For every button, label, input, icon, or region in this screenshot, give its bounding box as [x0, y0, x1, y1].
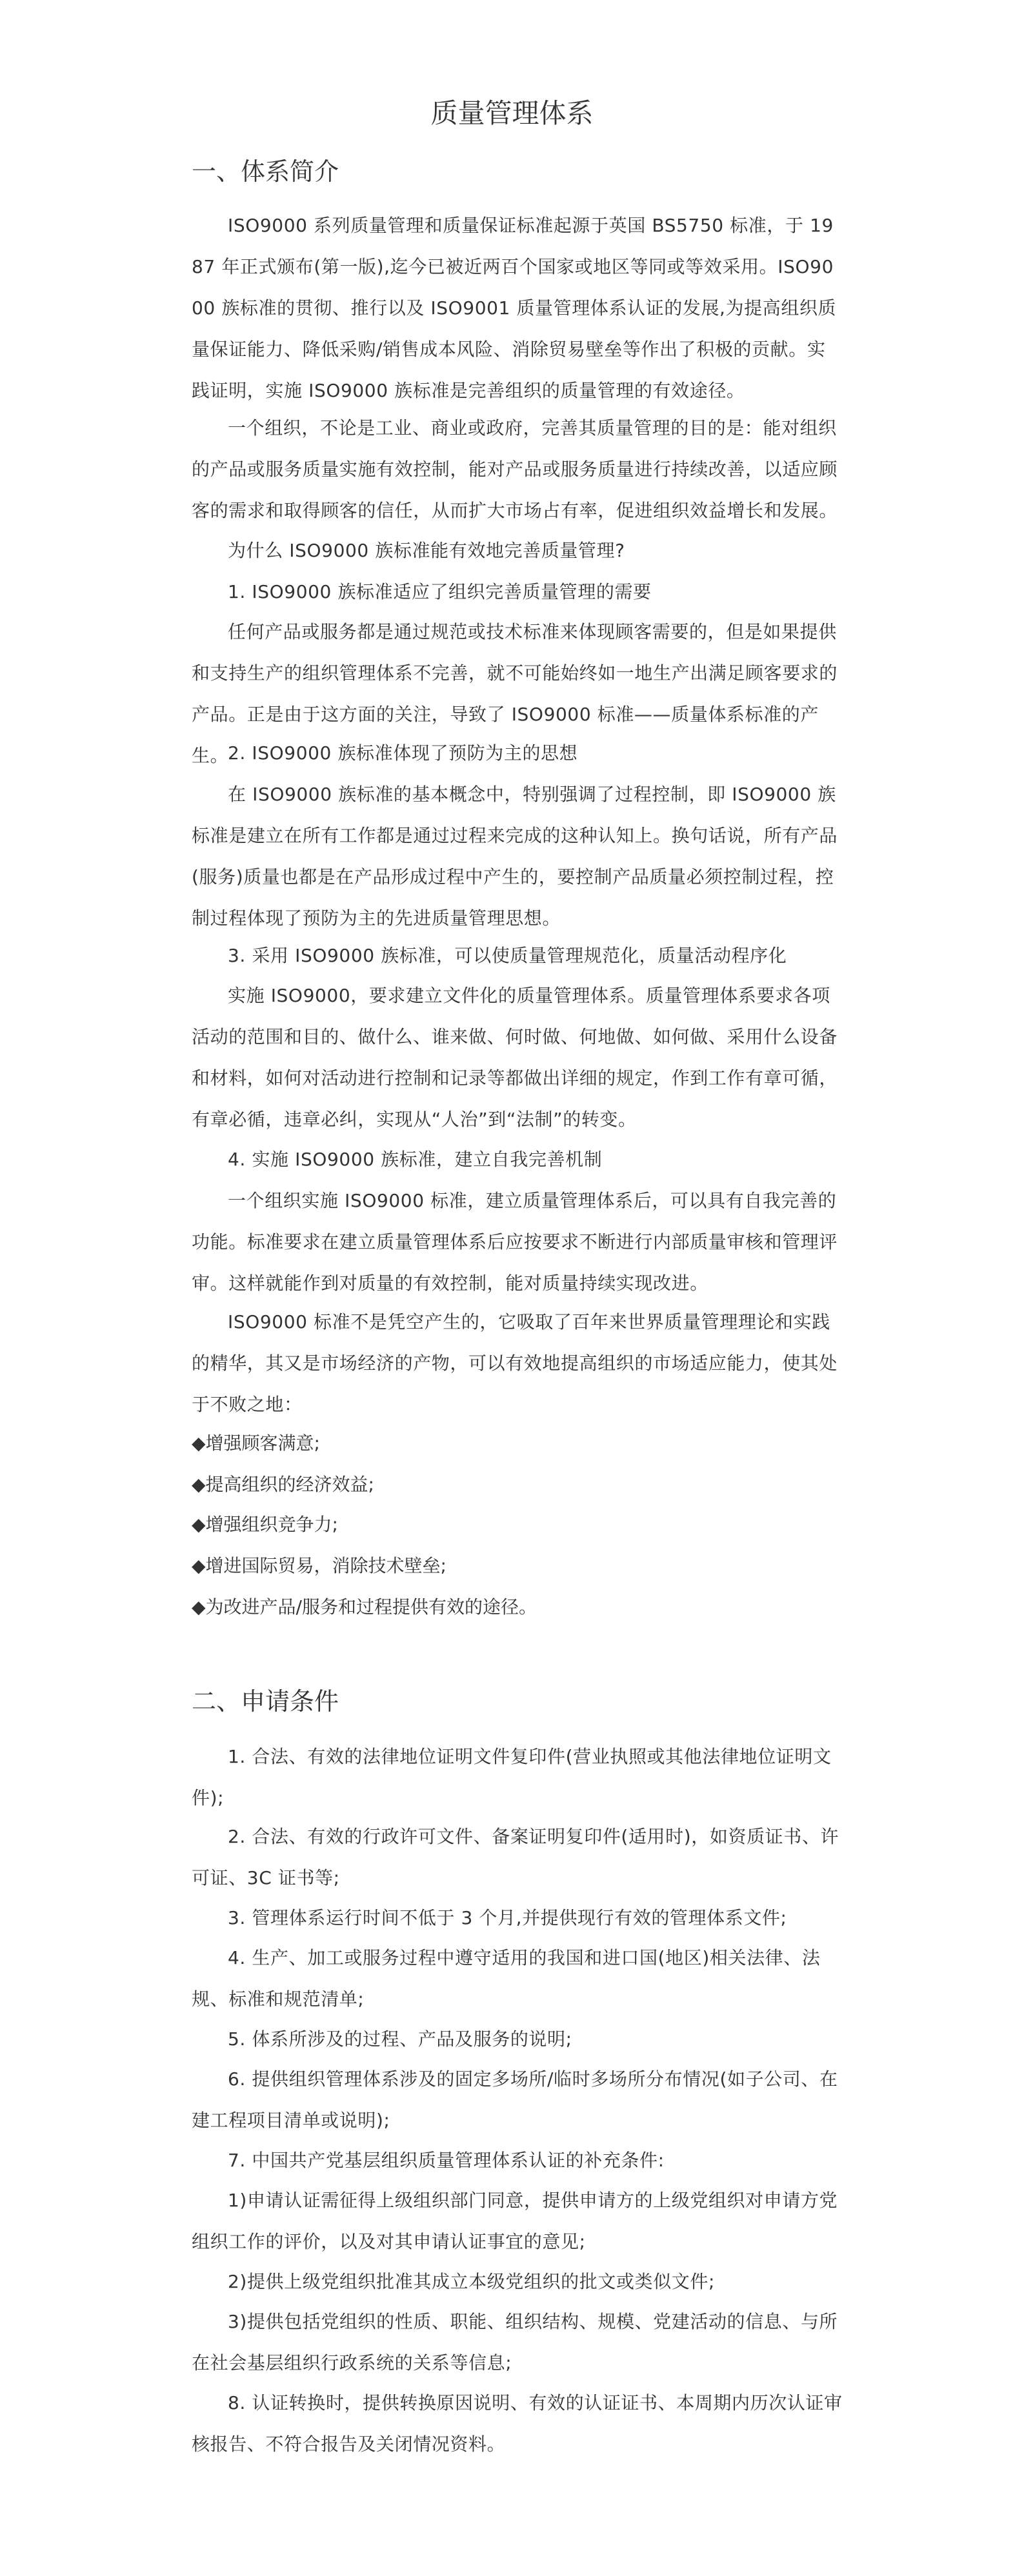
requirement-item: 5. 体系所涉及的过程、产品及服务的说明;: [228, 2028, 572, 2050]
requirement-item: 2. 合法、有效的行政许可文件、备案证明复印件(适用时)，如资质证书、许可证、3C 证书等;: [192, 1826, 839, 1888]
requirement-item: 6. 提供组织管理体系涉及的固定多场所/临时多场所分布情况(如子公司、在建工程项目清单或说明);: [192, 2068, 838, 2131]
bullet-text: ◆为改进产品/服务和过程提供有效的途径。: [192, 1596, 537, 1618]
benefit-bullet: [192, 1423, 843, 1464]
document-title: 质量管理体系: [430, 97, 594, 129]
bullet-text: ◆增强组织竞争力;: [192, 1514, 338, 1535]
requirement-subitem: 3)提供包括党组织的性质、职能、组织结构、规模、党建活动的信息、与所在社会基层组织行政系统的关系等信息;: [192, 2311, 838, 2373]
paragraph-why-question: 为什么 ISO9000 族标准能有效地完善质量管理?: [228, 540, 625, 561]
requirement-subitem: 1)申请认证需征得上级组织部门同意，提供申请方的上级党组织对申请方党组织工作的评价，以及对其申请认证事宜的意见;: [192, 2190, 838, 2252]
point-3-text: 实施 ISO9000，要求建立文件化的质量管理体系。质量管理体系要求各项活动的范围和目的、做什么、谁来做、何时做、何地做、如何做、采用什么设备和材料，如何对活动进行控制和记录等都做出详细的规定，作到工作有章可循，有章必循，违章必纠，实现从“人治”到“法制”的转变。: [192, 985, 838, 1130]
point-4-text: 一个组织实施 ISO9000 标准，建立质量管理体系后，可以具有自我完善的功能。标准要求在建立质量管理体系后应按要求不断进行内部质量审核和管理评审。这样就能作到对质量的有效控制，能对质量持续实现改进。: [192, 1190, 838, 1294]
section1-heading: 一、体系简介: [192, 157, 339, 186]
requirement-item: 4. 生产、加工或服务过程中遵守适用的我国和进口国(地区)相关法律、法规、标准和规范清单;: [192, 1947, 821, 2010]
point-2-heading: 2. ISO9000 族标准体现了预防为主的思想: [228, 742, 578, 764]
requirement-item: 8. 认证转换时，提供转换原因说明、有效的认证证书、本周期内历次认证审核报告、不符合报告及关闭情况资料。: [192, 2392, 843, 2455]
paragraph-organization-goal: 一个组织，不论是工业、商业或政府，完善其质量管理的目的是：能对组织的产品或服务质量实施有效控制，能对产品或服务质量进行持续改善，以适应顾客的需求和取得顾客的信任，从而扩大市场占有率，促进组织效益增长和发展。: [192, 417, 838, 521]
benefit-bullet: [192, 1587, 843, 1628]
bullet-text: ◆增强顾客满意;: [192, 1432, 320, 1454]
paragraph-iso-essence: ISO9000 标准不是凭空产生的，它吸取了百年来世界质量管理理论和实践的精华，其又是市场经济的产物，可以有效地提高组织的市场适应能力，使其处于不败之地：: [192, 1311, 838, 1415]
bullet-text: ◆增进国际贸易，消除技术壁垒;: [192, 1555, 447, 1576]
requirement-subitem: 2)提供上级党组织批准其成立本级党组织的批文或类似文件;: [228, 2271, 715, 2292]
benefit-bullet: [192, 1464, 843, 1505]
point-2-text: 在 ISO9000 族标准的基本概念中，特别强调了过程控制，即 ISO9000 族标准是建立在所有工作都是通过过程来完成的这种认知上。换句话说，所有产品(服务)质量也都是在产品形成过程中产生的，要控制产品质量必须控制过程，控制过程体现了预防为主的先进质量管理思想。: [192, 784, 838, 929]
requirement-item: 1. 合法、有效的法律地位证明文件复印件(营业执照或其他法律地位证明文件);: [192, 1746, 832, 1808]
benefit-bullet: [192, 1545, 843, 1587]
point-3-heading: 3. 采用 ISO9000 族标准，可以使质量管理规范化，质量活动程序化: [228, 945, 787, 966]
point-4-heading: 4. 实施 ISO9000 族标准，建立自我完善机制: [228, 1149, 603, 1170]
requirement-item: 3. 管理体系运行时间不低于 3 个月,并提供现行有效的管理体系文件;: [228, 1907, 787, 1928]
point-1-heading: 1. ISO9000 族标准适应了组织完善质量管理的需要: [228, 581, 652, 602]
requirement-item: 7. 中国共产党基层组织质量管理体系认证的补充条件:: [228, 2150, 665, 2171]
bullet-text: ◆提高组织的经济效益;: [192, 1474, 374, 1495]
benefit-bullet: [192, 1504, 843, 1545]
point-1-text: 任何产品或服务都是通过规范或技术标准来体现顾客需要的，但是如果提供和支持生产的组织管理体系不完善，就不可能始终如一地生产出满足顾客要求的产品。正是由于这方面的关注，导致了 ISO9000 标准——质量体系标准的产生。: [192, 621, 838, 766]
section2-heading: 二、申请条件: [192, 1687, 339, 1716]
paragraph-iso-origin: ISO9000 系列质量管理和质量保证标准起源于英国 BS5750 标准，于 1987 年正式颁布(第一版),迄今已被近两百个国家或地区等同或等效采用。ISO9000 族标准的贯彻、推行以及 ISO9001 质量管理体系认证的发展,为提高组织质量保证能力、降低采购/销售成本风险、消除贸易壁垒等作出了积极的贡献。实践证明，实施 ISO9000 族标准是完善组织的质量管理的有效途径。: [192, 215, 837, 401]
